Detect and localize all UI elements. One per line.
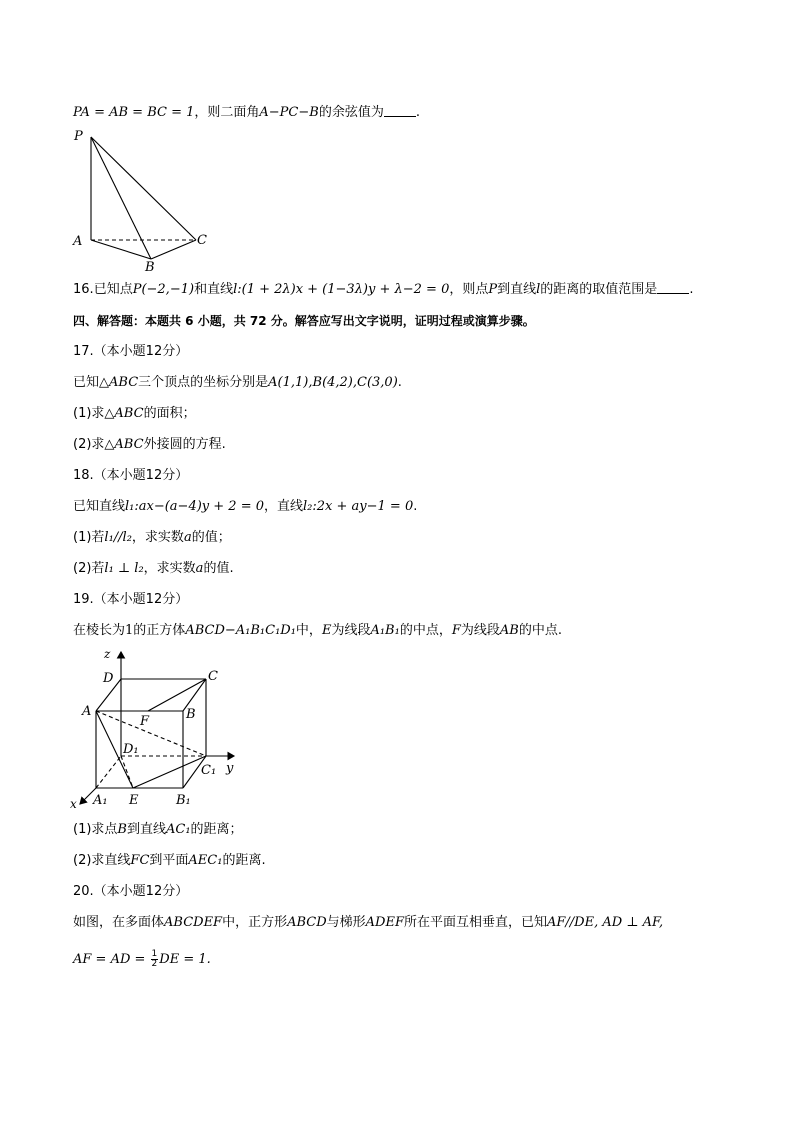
fraction-one-half: $\frac{1}{2}$ xyxy=(151,949,158,969)
label-D1: D₁ xyxy=(123,742,139,757)
q16-answer-blank xyxy=(657,281,689,294)
q17-part2: (2)求△ABC外接圆的方程. xyxy=(73,437,226,452)
q15-equal-lengths: PA = AB = BC = 1 xyxy=(73,105,195,120)
q19-stem: 在棱长为1的正方体ABCD−A₁B₁C₁D₁中，E为线段A₁B₁的中点，F为线段AB的中点. xyxy=(73,623,562,638)
q15-dihedral-angle: A−PC−B xyxy=(259,105,319,120)
q15-tail: PA = AB = BC = 1，则二面角A−PC−B的余弦值为 . xyxy=(73,105,420,120)
label-C: C xyxy=(208,669,218,684)
q20-conditions: AF//DE, AD ⊥ AF, xyxy=(547,915,664,930)
label-E: E xyxy=(129,793,139,808)
edge-PB xyxy=(91,137,151,259)
label-C: C xyxy=(197,233,207,248)
segment-FC xyxy=(148,679,206,711)
q20-stem: 如图，在多面体ABCDEF中，正方形ABCD与梯形ADEF所在平面互相垂直，已知AF//DE, AD ⊥ AF, xyxy=(73,915,664,930)
q18-part2: (2)若l₁ ⊥ l₂，求实数a的值. xyxy=(73,561,234,576)
q19-part1: (1)求点B到直线AC₁的距离； xyxy=(73,822,243,837)
section-4-heading: 四、解答题：本题共 6 小题，共 72 分。解答应写出文字说明，证明过程或演算步骤。 xyxy=(73,314,535,328)
label-y: y xyxy=(226,761,234,776)
q18-heading: 18.（本小题12分） xyxy=(73,468,189,483)
q19-cube-figure xyxy=(66,646,246,814)
q17-heading: 17.（本小题12分） xyxy=(73,344,189,359)
label-B: B xyxy=(186,707,196,722)
q17-part1: (1)求△ABC的面积； xyxy=(73,406,196,421)
label-x: x xyxy=(70,797,77,811)
q18-line-l1: l₁:ax−(a−4)y + 2 = 0 xyxy=(125,499,264,514)
q15-answer-blank xyxy=(384,104,416,117)
q15-tetrahedron-figure xyxy=(66,124,216,274)
label-z: z xyxy=(104,647,111,661)
q19-part2: (2)求直线FC到平面AEC₁的距离. xyxy=(73,853,266,868)
segment-D1E-hidden xyxy=(121,756,133,788)
q18-part1: (1)若l₁//l₂，求实数a的值； xyxy=(73,530,231,545)
q17-coordinates: A(1,1),B(4,2),C(3,0) xyxy=(268,375,398,390)
label-P: P xyxy=(74,129,83,144)
q20-heading: 20.（本小题12分） xyxy=(73,884,189,899)
q17-stem: 已知△ABC三个顶点的坐标分别是A(1,1),B(4,2),C(3,0). xyxy=(73,375,402,390)
q19-heading: 19.（本小题12分） xyxy=(73,592,189,607)
label-A: A xyxy=(82,704,92,719)
label-A: A xyxy=(73,234,83,249)
label-B1: B₁ xyxy=(176,793,191,808)
label-C1: C₁ xyxy=(201,763,217,778)
q18-line-l2: l₂:2x + ay−1 = 0 xyxy=(303,499,414,514)
label-B: B xyxy=(145,260,155,274)
q16: 16.已知点P(−2,−1)和直线l:(1 + 2λ)x + (1−3λ)y + λ−2 = 0，则点P到直线l的距离的取值范围是 . xyxy=(73,282,694,297)
label-F: F xyxy=(140,714,150,729)
edge-BC xyxy=(151,240,196,259)
label-D: D xyxy=(103,671,114,686)
edge-A1D1-hidden xyxy=(96,756,121,788)
q18-stem: 已知直线l₁:ax−(a−4)y + 2 = 0，直线l₂:2x + ay−1 = 0. xyxy=(73,499,418,514)
edge-PC xyxy=(91,137,196,240)
label-A1: A₁ xyxy=(93,793,108,808)
edge-AB xyxy=(91,240,151,259)
q20-equation: AF = AD = $\frac{1}{2}$ DE = 1. xyxy=(73,949,211,969)
q16-point: P(−2,−1) xyxy=(132,282,195,297)
q16-line-equation: l:(1 + 2λ)x + (1−3λ)y + λ−2 = 0 xyxy=(233,282,450,297)
